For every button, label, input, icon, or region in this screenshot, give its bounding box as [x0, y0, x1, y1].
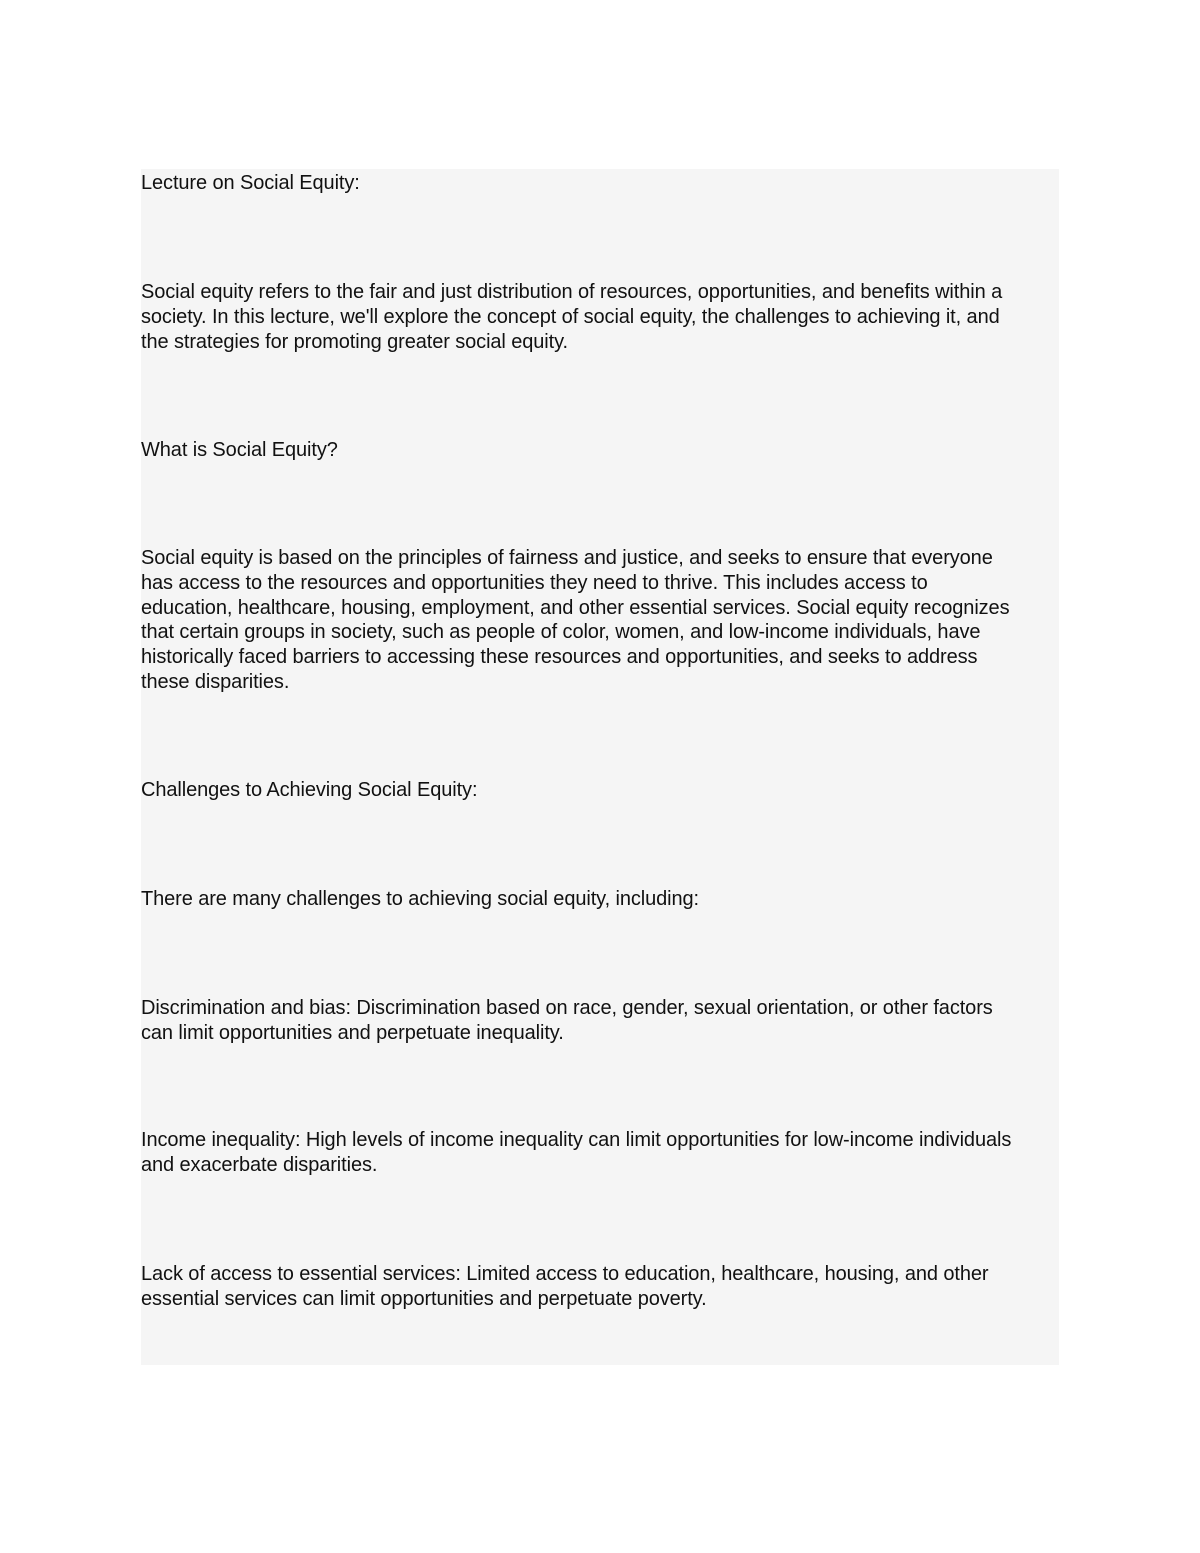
section-heading-challenges: Challenges to Achieving Social Equity:: [141, 779, 478, 801]
intro-paragraph: Social equity refers to the fair and just distribution of resources, opportunities, and benefits within a society. In this lecture, we'll explore the concept of social equity, the challenges to achieving it, and the strategies for promoting greater social equity.: [141, 281, 1003, 353]
challenge-income-inequality: Income inequality: High levels of income inequality can limit opportunities for low-income individuals and exacerbate disparities.: [141, 1129, 1012, 1176]
challenge-access-services: Lack of access to essential services: Limited access to education, healthcare, housing, and other essential services can limit opportunities and perpetuate poverty.: [141, 1263, 989, 1310]
section-heading-what-is: What is Social Equity?: [141, 439, 338, 461]
definition-paragraph: Social equity is based on the principles of fairness and justice, and seeks to ensure that everyone has access to the resources and opportunities they need to thrive. This includes access to education, healthcare, housing, employment, and other essential services. Social equity recognizes that certain groups in society, such as people of color, women, and low-income individuals, have historically faced barriers to accessing these resources and opportunities, and seeks to address these disparities.: [141, 547, 1010, 693]
lecture-title: Lecture on Social Equity:: [141, 172, 360, 194]
challenge-discrimination: Discrimination and bias: Discrimination based on race, gender, sexual orientation, or other factors can limit opportunities and perpetuate inequality.: [141, 997, 993, 1044]
document-body: [141, 169, 1059, 1365]
challenges-intro-paragraph: There are many challenges to achieving social equity, including:: [141, 888, 699, 910]
